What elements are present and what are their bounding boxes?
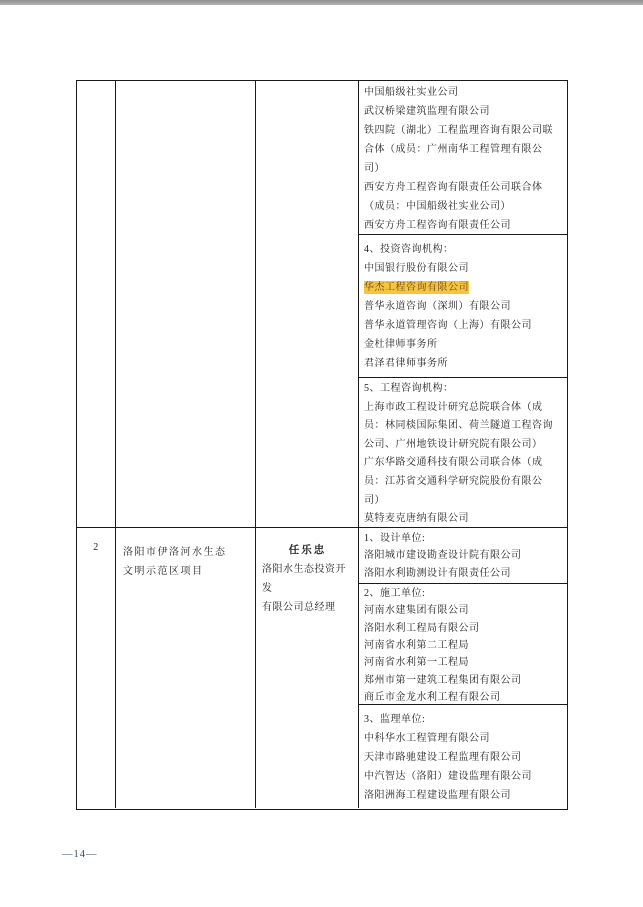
- text-line: 洛阳水利工程局有限公司: [364, 622, 480, 634]
- project-cell: [116, 528, 256, 808]
- unit-section-bidders: [359, 81, 567, 234]
- text-line: 4、投资咨询机构：: [364, 244, 454, 255]
- text-line: 洛阳洲海工程建设监理有限公司: [364, 790, 511, 802]
- text-line: 金杜律师事务所: [364, 339, 438, 350]
- text-line: 2、施工单位:: [364, 587, 426, 599]
- text-line: 文明示范区项目: [123, 566, 204, 577]
- unit-section-supervision: [359, 704, 567, 808]
- text-line: 司）: [364, 494, 385, 506]
- text-line: 河南省水利第一工程局: [364, 657, 469, 669]
- text-line: 君泽君律师事务所: [364, 358, 448, 369]
- project-cell: [116, 81, 256, 527]
- text-line: 中汽智达（洛阳）建设监理有限公司: [364, 771, 532, 783]
- text-line: 洛阳水利勘测设计有限责任公司: [364, 567, 511, 579]
- seq-cell: [77, 81, 116, 527]
- text-line: 普华永道管理咨询（上海）有限公司: [364, 320, 532, 331]
- person-cell: [256, 528, 359, 808]
- text-line: 中国船级社实业公司: [364, 87, 459, 98]
- text-line: 铁四院（湖北）工程监理咨询有限公司联: [364, 125, 553, 136]
- text-line: 武汉桥梁建筑监理有限公司: [364, 106, 490, 117]
- text-line: 西安方舟工程咨询有限责任公司: [364, 220, 511, 231]
- highlighted-company-line: 华杰工程咨询有限公司: [364, 282, 469, 293]
- text-line: 商丘市金龙水利工程有限公司: [364, 692, 501, 704]
- approval-table: [76, 80, 568, 810]
- text-line: 天津市路驰建设工程监理有限公司: [364, 752, 522, 764]
- text-line: 上海市政工程设计研究总院联合体（成: [364, 401, 543, 413]
- text-line: 有限公司总经理: [262, 602, 336, 613]
- text-line: 洛阳市伊洛河水生态: [123, 547, 227, 558]
- page-number: —14—: [62, 849, 98, 860]
- text-line: 中科华水工程管理有限公司: [364, 733, 490, 745]
- text-line: 莫特麦克唐纳有限公司: [364, 513, 469, 525]
- units-cell: [359, 81, 567, 527]
- unit-section-design: [359, 528, 567, 583]
- person-cell: [256, 81, 359, 527]
- text-line: 5、工程咨询机构：: [364, 383, 454, 394]
- table-row: [77, 527, 567, 808]
- table-row: [77, 81, 567, 527]
- unit-section-engineering-consultants: [359, 377, 567, 527]
- text-line: （成员：中国船级社实业公司）: [364, 201, 511, 212]
- text-line: 合体（成员：广州南华工程管理有限公: [364, 144, 543, 155]
- seq-cell: 2: [77, 528, 116, 808]
- text-line: 洛阳水生态投资开发: [262, 564, 346, 594]
- text-line: 河南省水利第二工程局: [364, 640, 469, 652]
- unit-section-construction: [359, 583, 567, 705]
- text-line: 普华永道咨询（深圳）有限公司: [364, 301, 511, 312]
- text-line: 西安方舟工程咨询有限责任公司联合体: [364, 182, 543, 193]
- person-name: 任乐忠: [288, 545, 327, 556]
- units-cell: [359, 528, 567, 808]
- text-line: 河南水建集团有限公司: [364, 605, 469, 617]
- text-line: 员：江苏省交通科学研究院股份有限公: [364, 475, 543, 487]
- text-line: 司）: [364, 163, 385, 174]
- text-line: 郑州市第一建筑工程集团有限公司: [364, 674, 522, 686]
- text-line: 员：林同棪国际集团、荷兰隧道工程咨询: [364, 420, 553, 432]
- text-line: 3、监理单位:: [364, 714, 426, 726]
- window-top-edge: [0, 0, 643, 5]
- text-line: 中国银行股份有限公司: [364, 263, 469, 274]
- text-line: 公司、广州地铁设计研究院有限公司）: [364, 438, 543, 450]
- unit-section-investment-consultants: [359, 234, 567, 377]
- text-line: 广东华路交通科技有限公司联合体（成: [364, 457, 543, 469]
- text-line: 1、设计单位:: [364, 533, 426, 544]
- person-title: [262, 560, 353, 617]
- text-line: 洛阳城市建设勘查设计院有限公司: [364, 550, 522, 562]
